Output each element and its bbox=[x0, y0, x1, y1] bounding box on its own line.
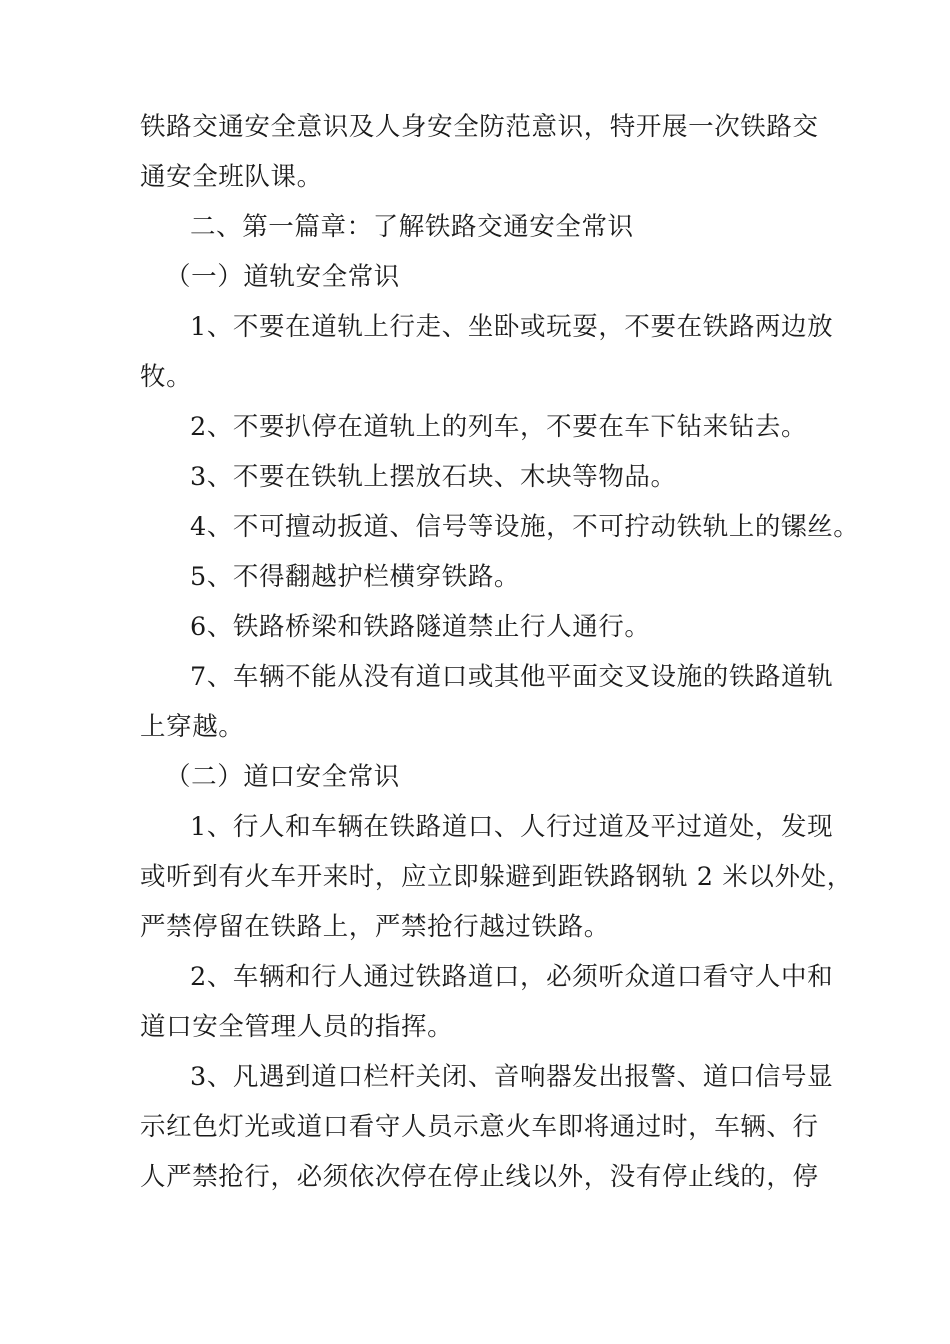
text-line: 或听到有火车开来时，应立即躲避到距铁路钢轨 2 米以外处， bbox=[140, 862, 853, 892]
subsection-heading: （一）道轨安全常识 bbox=[165, 262, 400, 292]
list-item: 1、不要在道轨上行走、坐卧或玩耍，不要在铁路两边放 bbox=[190, 312, 834, 342]
text-line: 道口安全管理人员的指挥。 bbox=[140, 1012, 454, 1042]
list-item: 1、行人和车辆在铁路道口、人行过道及平过道处，发现 bbox=[190, 812, 834, 842]
list-item: 2、不要扒停在道轨上的列车，不要在车下钻来钻去。 bbox=[190, 412, 808, 442]
list-item: 6、铁路桥梁和铁路隧道禁止行人通行。 bbox=[190, 612, 651, 642]
text-line: 牧。 bbox=[140, 362, 193, 392]
text-line: 人严禁抢行，必须依次停在停止线以外，没有停止线的，停 bbox=[140, 1162, 819, 1192]
text-line: 通安全班队课。 bbox=[140, 162, 323, 192]
list-item: 5、不得翻越护栏横穿铁路。 bbox=[190, 562, 521, 592]
subsection-heading: （二）道口安全常识 bbox=[165, 762, 400, 792]
section-heading: 二、第一篇章：了解铁路交通安全常识 bbox=[190, 212, 634, 242]
list-item: 2、车辆和行人通过铁路道口，必须听众道口看守人中和 bbox=[190, 962, 834, 992]
list-item: 4、不可擅动扳道、信号等设施，不可拧动铁轨上的镙丝。 bbox=[190, 512, 860, 542]
text-line: 上穿越。 bbox=[140, 712, 245, 742]
list-item: 3、凡遇到道口栏杆关闭、音响器发出报警、道口信号显 bbox=[190, 1062, 834, 1092]
text-line: 示红色灯光或道口看守人员示意火车即将通过时，车辆、行 bbox=[140, 1112, 819, 1142]
list-item: 7、车辆不能从没有道口或其他平面交叉设施的铁路道轨 bbox=[190, 662, 834, 692]
text-line: 严禁停留在铁路上，严禁抢行越过铁路。 bbox=[140, 912, 610, 942]
text-line: 铁路交通安全意识及人身安全防范意识，特开展一次铁路交 bbox=[140, 112, 819, 142]
list-item: 3、不要在铁轨上摆放石块、木块等物品。 bbox=[190, 462, 677, 492]
